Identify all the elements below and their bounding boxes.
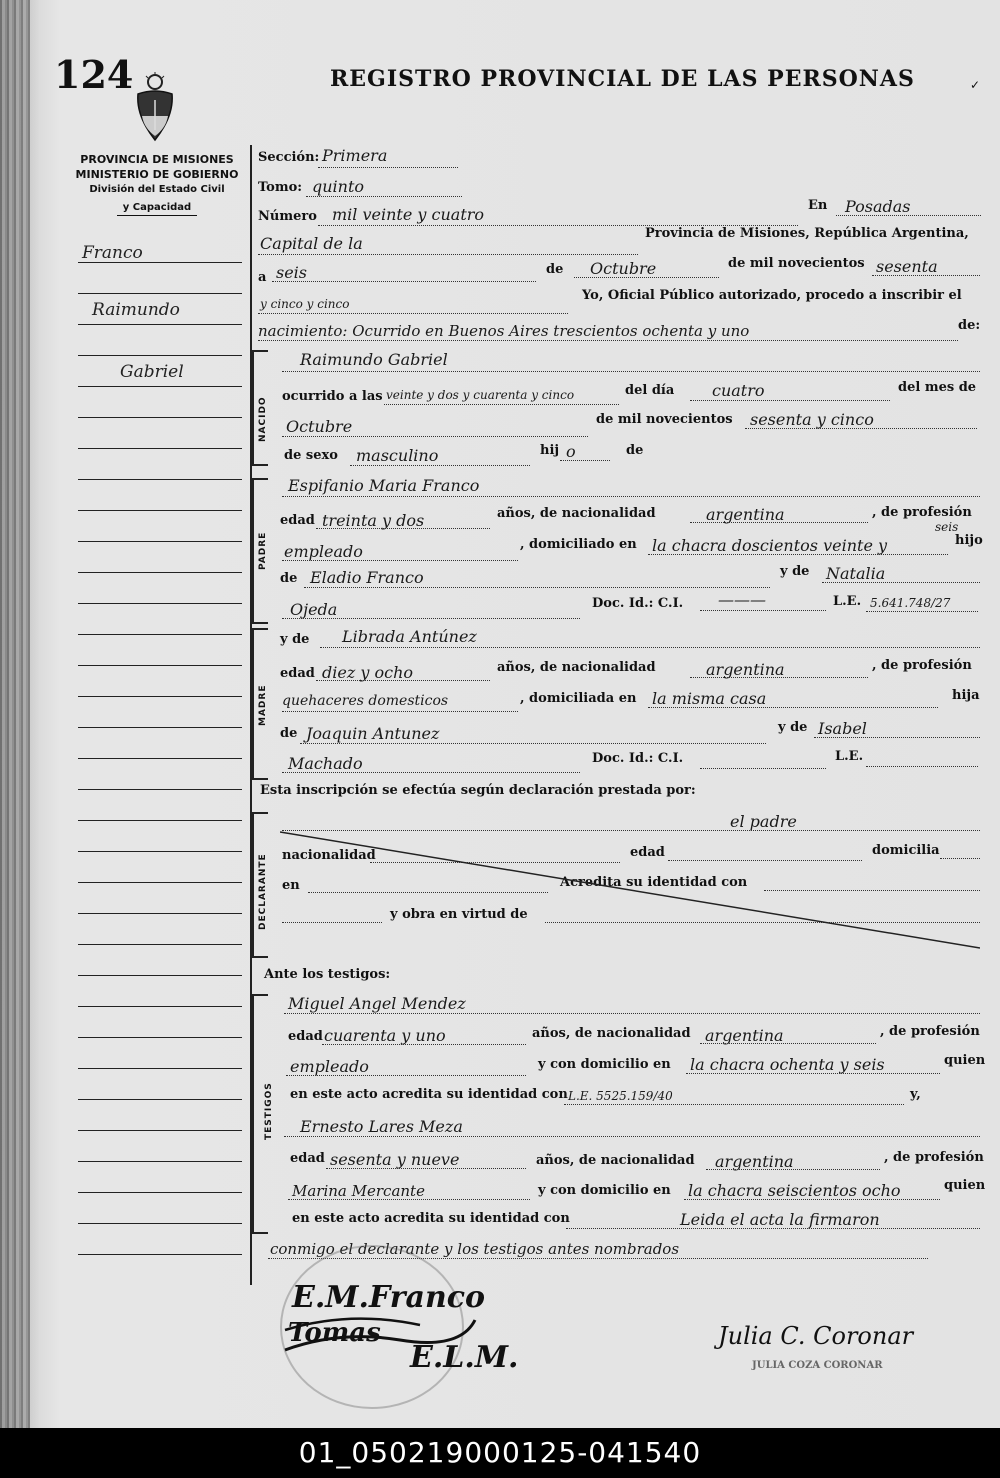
- madre-prof-value: quehaceres domesticos: [282, 693, 449, 709]
- testigo2-dom-label: y con domicilio en: [538, 1183, 671, 1198]
- hora-value: veinte y dos y cuarenta y cinco: [386, 388, 575, 402]
- margin-rule-line: [78, 1161, 242, 1162]
- official-stamp-text: JULIA COZA CORONAR: [752, 1360, 883, 1371]
- margin-rule-line: [78, 1130, 242, 1131]
- margin-rule-line: [78, 913, 242, 914]
- padre-edad-label: edad: [280, 513, 315, 528]
- testigo2-dom-line: [684, 1199, 940, 1200]
- testigo1-doc-value: L.E. 5525.159/40: [568, 1089, 673, 1103]
- signature-declarante: E.M.Franco: [292, 1280, 486, 1315]
- madre-edad-value: diez y ocho: [322, 663, 413, 682]
- declarante-obra-label: y obra en virtud de: [390, 907, 528, 922]
- numero-value: mil veinte y cuatro: [332, 205, 485, 224]
- anio-line: [872, 275, 980, 276]
- ministry-line-3: División del Estado Civil: [89, 184, 225, 195]
- madre-doc-label: Doc. Id.: C.I.: [592, 751, 684, 766]
- seccion-value: Primera: [322, 146, 388, 165]
- madre-y-de-2-label: y de: [778, 720, 808, 735]
- margin-rule-line: [78, 1006, 242, 1007]
- madre-prof-line: [282, 711, 518, 712]
- testigos-section-label: TESTIGOS: [264, 1082, 274, 1140]
- madre-father-value: Joaquin Antunez: [306, 724, 440, 743]
- margin-rule-line: [78, 386, 242, 387]
- madre-mother-value-2: Machado: [288, 754, 363, 773]
- padre-ci-line: [700, 610, 826, 611]
- dia-line: [272, 281, 536, 282]
- padre-le-value: 5.641.748/27: [870, 596, 951, 610]
- padre-name-line: [282, 496, 980, 497]
- padre-nac-line: [690, 522, 868, 523]
- margin-rule-line: [78, 882, 242, 883]
- testigo2-edad-label: edad: [290, 1151, 325, 1166]
- en-label: En: [808, 198, 828, 213]
- testigo2-dom-value: la chacra seiscientos ocho: [688, 1181, 901, 1200]
- madre-nac-line: [690, 677, 868, 678]
- testigo1-name: Miguel Angel Mendez: [288, 994, 466, 1013]
- madre-de-label: de: [280, 726, 298, 741]
- document-title: REGISTRO PROVINCIAL DE LAS PERSONAS: [330, 66, 915, 92]
- testigo2-prof-value: Marina Mercante: [292, 1182, 425, 1200]
- anio-continuation-line: [258, 313, 568, 314]
- hij-line: [560, 460, 610, 461]
- en-value: Posadas: [845, 197, 911, 216]
- declarante-nac-label: nacionalidad: [282, 848, 376, 863]
- del-dia-label: del día: [625, 383, 675, 398]
- testigo1-acredita-label: en este acto acredita su identidad con: [290, 1087, 568, 1102]
- margin-second-name: Gabriel: [120, 362, 184, 382]
- declarante-edad-label: edad: [630, 845, 665, 860]
- declarante-dom-label: domicilia: [872, 843, 940, 858]
- margin-rule-line: [78, 479, 242, 480]
- margin-rule-line: [78, 975, 242, 976]
- madre-name: Librada Antúnez: [342, 627, 477, 646]
- seccion-line: [318, 167, 458, 168]
- declarante-en-label: en: [282, 878, 300, 893]
- margin-rule-line: [78, 1099, 242, 1100]
- margin-rule-line: [78, 758, 242, 759]
- tomo-value: quinto: [312, 177, 365, 196]
- nacido-mil-label: de mil novecientos: [596, 412, 733, 427]
- padre-name: Espifanio Maria Franco: [288, 476, 480, 495]
- provincia-text: Provincia de Misiones, República Argentina,: [645, 226, 969, 241]
- margin-rule-line: [78, 572, 242, 573]
- ministry-line-2: MINISTERIO DE GOBIERNO: [75, 168, 239, 181]
- nacido-anio-line: [745, 428, 977, 429]
- margin-rule-line: [78, 603, 242, 604]
- nacido-name-line: [282, 371, 980, 372]
- hija-label: hija: [952, 688, 980, 703]
- nacido-anio-value: sesenta y cinco: [750, 410, 874, 429]
- signature-official: Julia C. Coronar: [718, 1322, 914, 1350]
- declaracion-intro: Esta inscripción se efectúa según declaración prestada por:: [260, 783, 696, 798]
- margin-rule-line: [78, 262, 242, 263]
- declarante-acredita-label: Acredita su identidad con: [560, 875, 748, 890]
- margin-rule-line: [78, 1192, 242, 1193]
- yo-text: Yo, Oficial Público autorizado, procedo a inscribir el: [582, 288, 962, 303]
- sexo-label: de sexo: [284, 448, 338, 463]
- madre-edad-label: edad: [280, 666, 315, 681]
- margin-rule-line: [78, 293, 242, 294]
- nacimiento-line: [258, 340, 958, 341]
- seccion-label: Sección:: [258, 150, 320, 165]
- madre-nac-label: años, de nacionalidad: [497, 660, 656, 675]
- madre-edad-line: [316, 680, 490, 681]
- padre-le-label: L.E.: [833, 594, 862, 609]
- margin-rule-line: [78, 727, 242, 728]
- madre-prof-label: , de profesión: [872, 658, 972, 673]
- padre-dom-line: [648, 554, 948, 555]
- en-line: [836, 215, 981, 216]
- hij-value: o: [566, 442, 576, 461]
- testigos-intro: Ante los testigos:: [264, 967, 391, 982]
- numero-label: Número: [258, 209, 317, 224]
- testigo1-nac-value: argentina: [705, 1026, 784, 1045]
- capital-value: Capital de la: [260, 234, 363, 253]
- margin-rule-line: [78, 417, 242, 418]
- closing-text: conmigo el declarante y los testigos antes nombrados: [270, 1240, 680, 1258]
- ministry-line-1: PROVINCIA DE MISIONES: [80, 153, 234, 166]
- padre-mother-value: Natalia: [826, 564, 886, 583]
- testigo1-quien: quien: [944, 1053, 986, 1068]
- margin-first-name: Raimundo: [92, 300, 180, 320]
- margin-rule-line: [78, 355, 242, 356]
- testigo1-edad-label: edad: [288, 1029, 323, 1044]
- testigo1-edad-line: [322, 1044, 526, 1045]
- page-number: 124: [54, 52, 134, 97]
- margin-rule-line: [78, 1254, 242, 1255]
- padre-father-line: [304, 587, 770, 588]
- madre-nac-value: argentina: [706, 660, 785, 679]
- testigo1-nac-line: [700, 1043, 876, 1044]
- mil-novecientos-text: de mil novecientos: [728, 256, 865, 271]
- book-binding-edge: [0, 0, 30, 1428]
- testigo2-edad-value: sesenta y nueve: [330, 1150, 460, 1169]
- testigo2-nac-label: años, de nacionalidad: [536, 1153, 695, 1168]
- padre-mother-line: [822, 582, 980, 583]
- madre-dom-line: [648, 707, 938, 708]
- padre-de-label: de: [280, 571, 298, 586]
- footer-image-code: 01_050219000125-041540: [0, 1428, 1000, 1478]
- madre-section-label: MADRE: [258, 684, 268, 726]
- margin-rule-line: [78, 448, 242, 449]
- del-mes-label: del mes de: [898, 380, 977, 395]
- hij-label: hij: [540, 443, 560, 458]
- padre-prof-label: , de profesión: [872, 505, 972, 520]
- anio-value: sesenta: [876, 257, 938, 276]
- margin-rule-line: [78, 1037, 242, 1038]
- cancel-diagonal-line: [280, 830, 980, 950]
- margin-rule-line: [78, 789, 242, 790]
- testigo1-doc-line: [564, 1104, 904, 1105]
- testigo2-doc-value: Leida el acta la firmaron: [680, 1210, 880, 1229]
- margin-rule-line: [78, 1223, 242, 1224]
- testigo1-dom-value: la chacra ochenta y seis: [690, 1055, 885, 1074]
- padre-ci-value: ———: [718, 590, 766, 609]
- margin-rule-line: [78, 634, 242, 635]
- padre-edad-line: [316, 528, 490, 529]
- margin-rule-line: [78, 665, 242, 666]
- testigo1-prof-label: , de profesión: [880, 1024, 980, 1039]
- margin-rule-line: [78, 510, 242, 511]
- tomo-line: [306, 196, 462, 197]
- margin-rule-line: [78, 1068, 242, 1069]
- ministry-line-4: y Capacidad: [117, 200, 197, 216]
- margin-rule-line: [78, 696, 242, 697]
- nacido-dia-value: cuatro: [712, 381, 765, 400]
- anio-continuation: y cinco y cinco: [260, 297, 350, 311]
- hijo-label: hijo: [955, 533, 983, 548]
- signature-testigo-1: Tomas: [288, 1318, 381, 1348]
- declarante-value: el padre: [730, 812, 797, 831]
- madre-mother-line-2: [282, 772, 580, 773]
- padre-dom-value: la chacra doscientos veinte y: [652, 536, 888, 555]
- testigo2-nac-line: [706, 1169, 880, 1170]
- nacido-name: Raimundo Gabriel: [300, 350, 448, 369]
- nacido-section-label: NACIDO: [258, 396, 268, 442]
- padre-y-de-label: y de: [780, 564, 810, 579]
- madre-father-line: [300, 743, 766, 744]
- padre-section-label: PADRE: [258, 531, 268, 570]
- dia-value: seis: [276, 263, 308, 282]
- testigo1-prof-value: empleado: [290, 1057, 369, 1076]
- a-label: a: [258, 270, 267, 285]
- signature-testigo-2: E.L.M.: [410, 1340, 519, 1375]
- padre-prof-line: [282, 560, 518, 561]
- testigo2-name: Ernesto Lares Meza: [300, 1117, 463, 1136]
- madre-le-line: [866, 766, 978, 767]
- margin-rule-line: [78, 324, 242, 325]
- testigo2-doc-line: [566, 1228, 980, 1229]
- padre-le-line: [866, 611, 978, 612]
- madre-y-de-label: y de: [280, 632, 310, 647]
- sexo-line: [350, 465, 530, 466]
- padre-nac-label: años, de nacionalidad: [497, 506, 656, 521]
- sexo-value: masculino: [356, 446, 439, 465]
- madre-mother-line: [814, 737, 980, 738]
- nacido-de-label: de: [626, 443, 644, 458]
- corner-mark: ✓: [969, 78, 980, 92]
- nacido-mes-line: [282, 436, 588, 437]
- testigo2-quien: quien: [944, 1178, 986, 1193]
- padre-edad-value: treinta y dos: [322, 511, 425, 530]
- testigo1-nac-label: años, de nacionalidad: [532, 1026, 691, 1041]
- margin-rule-line: [78, 541, 242, 542]
- padre-dom-label: , domiciliado en: [520, 537, 637, 552]
- nacimiento-value: nacimiento: Ocurrido en Buenos Aires trescientos ochenta y uno: [258, 322, 750, 340]
- testigo2-prof-line: [288, 1199, 530, 1200]
- madre-ci-line: [700, 768, 826, 769]
- testigo1-y: y,: [910, 1087, 921, 1102]
- padre-mother-line-2: [282, 618, 580, 619]
- testigo1-dom-label: y con domicilio en: [538, 1057, 671, 1072]
- mes-line: [574, 277, 719, 278]
- testigo1-edad-value: cuarenta y uno: [324, 1026, 446, 1045]
- de-label: de: [546, 262, 564, 277]
- margin-surname: Franco: [82, 243, 143, 263]
- padre-nac-value: argentina: [706, 505, 785, 524]
- testigo2-nac-value: argentina: [715, 1152, 794, 1171]
- nacido-mes-value: Octubre: [286, 417, 353, 436]
- tomo-label: Tomo:: [258, 180, 303, 195]
- hora-line: [384, 404, 619, 405]
- padre-dom-extra: seis: [935, 520, 959, 534]
- madre-le-label: L.E.: [835, 749, 864, 764]
- margin-rule-line: [78, 820, 242, 821]
- capital-line: [258, 254, 638, 255]
- madre-dom-value: la misma casa: [652, 689, 767, 708]
- coat-of-arms-icon: [130, 72, 180, 144]
- margin-rule-line: [78, 944, 242, 945]
- ministry-header: [72, 152, 242, 216]
- declarante-section-label: DECLARANTE: [258, 853, 268, 930]
- testigo2-prof-label: , de profesión: [884, 1150, 984, 1165]
- madre-mother-value: Isabel: [818, 719, 867, 738]
- ocurrido-label: ocurrido a las: [282, 389, 383, 404]
- nacido-dia-line: [690, 400, 890, 401]
- padre-doc-label: Doc. Id.: C.I.: [592, 596, 684, 611]
- mes-value: Octubre: [590, 259, 657, 278]
- margin-rule-line: [78, 851, 242, 852]
- testigo1-prof-line: [286, 1075, 526, 1076]
- testigo2-edad-line: [326, 1168, 526, 1169]
- madre-name-line: [320, 647, 980, 648]
- testigo2-acredita-label: en este acto acredita su identidad con: [292, 1211, 570, 1226]
- testigo1-dom-line: [686, 1073, 940, 1074]
- madre-dom-label: , domiciliada en: [520, 691, 637, 706]
- signature-flourish: [280, 1300, 480, 1360]
- padre-mother-value-2: Ojeda: [290, 600, 338, 619]
- padre-father-value: Eladio Franco: [310, 568, 424, 587]
- de-colon: de:: [958, 318, 981, 333]
- testigo1-name-line: [284, 1013, 980, 1014]
- testigo2-name-line: [284, 1136, 980, 1137]
- padre-prof-value: empleado: [284, 542, 363, 561]
